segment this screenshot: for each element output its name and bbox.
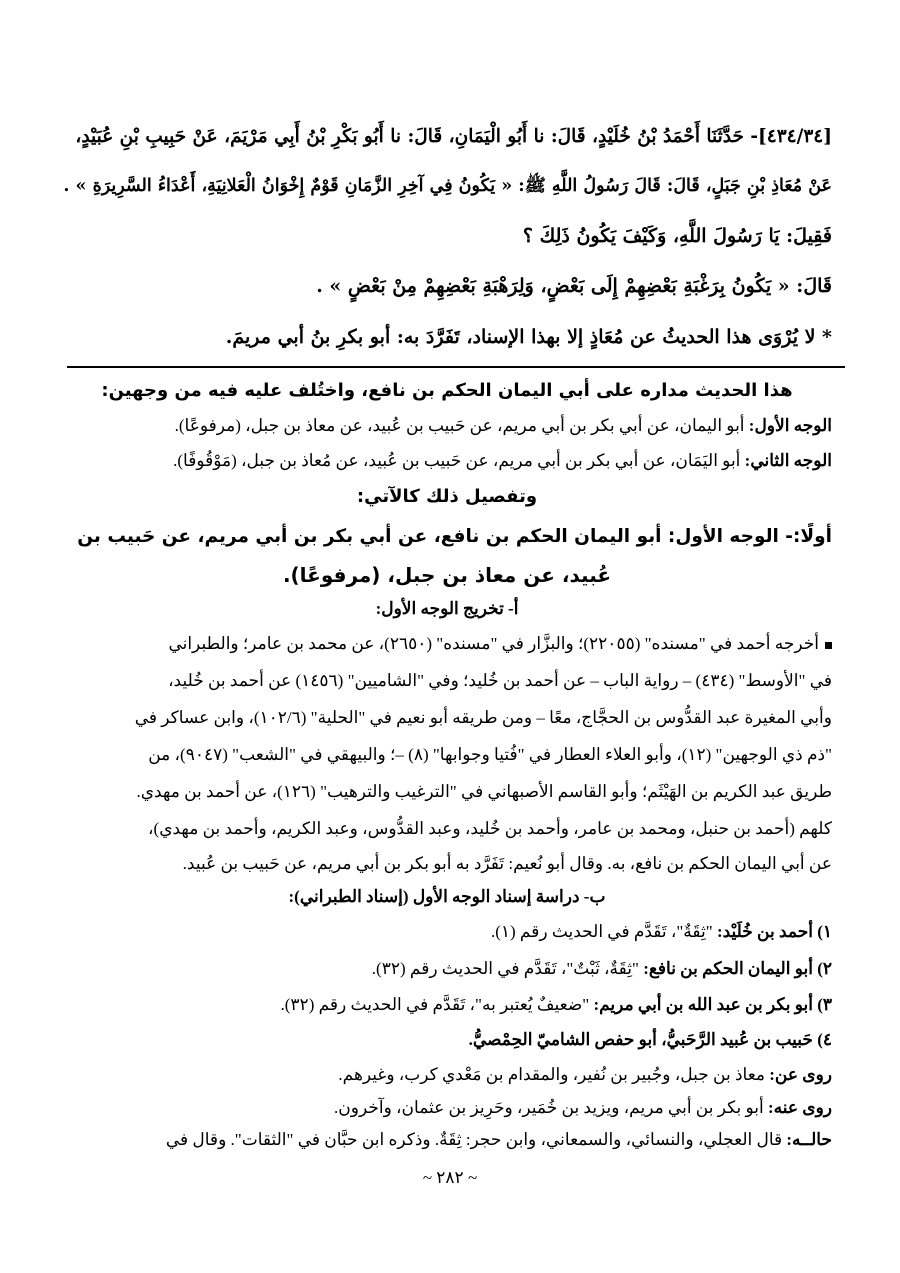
rawa-anhu-label: روى عنه: xyxy=(767,1098,832,1117)
subheading-dirasa: ب- دراسة إسناد الوجه الأول (إسناد الطبراني): xyxy=(288,887,606,906)
hadith-note: * لا يُرْوَى هذا الحديثُ عن مُعَاذٍ إلا بهذا الإسناد، تَفَرَّدَ به: أبو بكرِ بنُ أبي مريمَ. xyxy=(225,326,832,348)
summary-line-1: كلهم (أحمد بن حنبل، ومحمد بن عامر، وأحمد بن خُليد، وعبد القدُّوس، وعبد الكريم، وأحمد بن مهدي)، xyxy=(148,819,832,838)
wajh-1-label: الوجه الأول: xyxy=(748,416,832,435)
haluhu-text: قال العجلي، والنسائي، والسمعاني، وابن حجر: ثِقَةٌ. وذكره ابن حبَّان في "الثقات". وقال في xyxy=(165,1130,787,1149)
narrator-grade: "ثِقَةٌ، ثَبْتٌ"، تَقَدَّم في الحديث رقم (٣٢). xyxy=(371,959,644,978)
intro-title: هذا الحديث مداره على أبي اليمان الحكم بن نافع، واختُلف عليه فيه من وجهين: xyxy=(101,380,793,401)
wajh-2-text: أبو اليَمَان، عن أبي بكر بن أبي مريم، عن حَبيب بن عُبيد، عن مُعاذ بن جبل، (مَوْقُوفًا). xyxy=(173,451,741,470)
subheading-takhrij: أ- تخريج الوجه الأول: xyxy=(375,599,519,618)
narrator-name: ٣) أبو بكر بن عبد الله بن أبي مريم: xyxy=(593,995,832,1014)
narrator-item xyxy=(62,960,832,977)
haluhu-line xyxy=(62,1131,832,1148)
narrator-grade: "ثِقَةٌ"، تَقَدَّم في الحديث رقم (١). xyxy=(490,922,717,941)
takhrij-line-5: طريق عبد الكريم بن الهَيْثَم؛ وأبو القاسم الأصبهاني في "الترغيب والترهيب" (١٢٦)، عن أحمد بن مهدي. xyxy=(136,782,832,801)
narrator-item xyxy=(62,923,832,940)
summary-line-2: عن أبي اليمان الحكم بن نافع، به. وقال أبو نُعيم: تَفَرَّد به أبو بكر بن أبي مريم، عن حَبيب بن عُبيد. xyxy=(182,854,832,873)
takhrij-line-3: وأبي المغيرة عبد القدُّوس بن الحجَّاج، معًا – ومن طريقه أبو نعيم في "الحلية" (١٠٢/٦)، وابن عساكر في xyxy=(134,708,832,727)
takhrij-text-1: أخرجه أحمد في "مسنده" (٢٢٠٥٥)؛ والبزَّار في "مسنده" (٢٦٥٠)، عن محمد بن عامر؛ والطبراني xyxy=(168,634,819,653)
narrator-item xyxy=(62,1031,832,1048)
detail-heading: وتفصيل ذلك كالآتي: xyxy=(356,486,538,507)
bullet-square-icon xyxy=(825,642,832,649)
wajh-1-text: أبو اليمان، عن أبي بكر بن أبي مريم، عن حَبيب بن عُبيد، عن معاذ بن جبل، (مرفوعًا). xyxy=(174,416,745,435)
rawa-anhu-line xyxy=(62,1099,832,1116)
section-1-heading-line-1: أولًا:- الوجه الأول: أبو اليمان الحكم بن نافع، عن أبي بكر بن أبي مريم، عن حَبيب بن xyxy=(77,526,832,547)
rawa-an-label: روى عن: xyxy=(769,1065,832,1084)
wajh-2-label: الوجه الثاني: xyxy=(744,451,832,470)
narrator-name: ١) أحمد بن خُلَيْد: xyxy=(716,922,832,941)
hadith-line-4: قَالَ: « يَكُونُ بِرَغْبَةِ بَعْضِهِمْ إِلَى بَعْضٍ، وَلِرَهْبَةِ بَعْضِهِمْ مِنْ بَعْضٍ » . xyxy=(316,275,832,297)
haluhu-label: حالــه: xyxy=(786,1130,832,1149)
rawa-an-text: معاذ بن جبل، وجُبير بن نُفير، والمقدام بن مَعْدي كرب، وغيرهم. xyxy=(338,1065,770,1084)
narrator-name: ٢) أبو اليمان الحكم بن نافع: xyxy=(643,959,832,978)
section-1-heading-line-2: عُبيد، عن معاذ بن جبل، (مرفوعًا). xyxy=(282,563,612,587)
takhrij-line-1 xyxy=(62,635,832,652)
takhrij-line-2: في "الأوسط" (٤٣٤) – رواية الباب – عن أحمد بن خُليد؛ وفي "الشاميين" (١٤٥٦) عن أحمد بن خُليد، xyxy=(168,671,832,690)
wajh-1-line xyxy=(62,417,832,434)
hadith-line-2: عَنْ مُعَاذِ بْنِ جَبَلٍ، قَالَ: قَالَ رَسُولُ اللَّهِ ﷺ: « يَكُونُ فِي آخِرِ الزَّمَانِ قَوْمٌ إِخْوَانُ الْعَلانِيَةِ، أَعْدَاءُ السَّرِيرَةِ » . xyxy=(63,176,832,196)
page-number: ~ ٢٨٢ ~ xyxy=(422,1168,478,1187)
hadith-line-1: [٤٣٤/٣٤]- حَدَّثَنَا أَحْمَدُ بْنُ خُلَيْدٍ، قَالَ: نا أَبُو الْيَمَانِ، قَالَ: نا أَبُو بَكْرِ بْنُ أَبِي مَرْيَمَ، عَنْ حَبِيبِ بْنِ عُبَيْدٍ، xyxy=(75,126,832,147)
rawa-an-line xyxy=(62,1066,832,1083)
section-divider xyxy=(67,366,845,368)
hadith-line-3: فَقِيلَ: يَا رَسُولَ اللَّهِ، وَكَيْفَ يَكُونُ ذَلِكَ ؟ xyxy=(522,225,832,247)
wajh-2-line xyxy=(62,452,832,469)
narrator-name: ٤) حَبيب بن عُبيد الرَّحَبيُّ، أبو حفص الشاميّ الحِمْصيُّ. xyxy=(468,1030,832,1049)
narrator-item xyxy=(62,996,832,1013)
takhrij-line-4: "ذم ذي الوجهين" (١٢)، وأبو العلاء العطار في "فُتيا وجوابها" (٨) –؛ والبيهقي في "الشعب" (٩٠٤٧)، من xyxy=(148,745,832,764)
rawa-anhu-text: أبو بكر بن أبي مريم، ويزيد بن خُمَير، وحَرِيز بن عثمان، وآخرون. xyxy=(334,1098,768,1117)
narrator-grade: "ضعيفٌ يُعتبر به"، تَقَدَّم في الحديث رقم (٣٢). xyxy=(280,995,594,1014)
